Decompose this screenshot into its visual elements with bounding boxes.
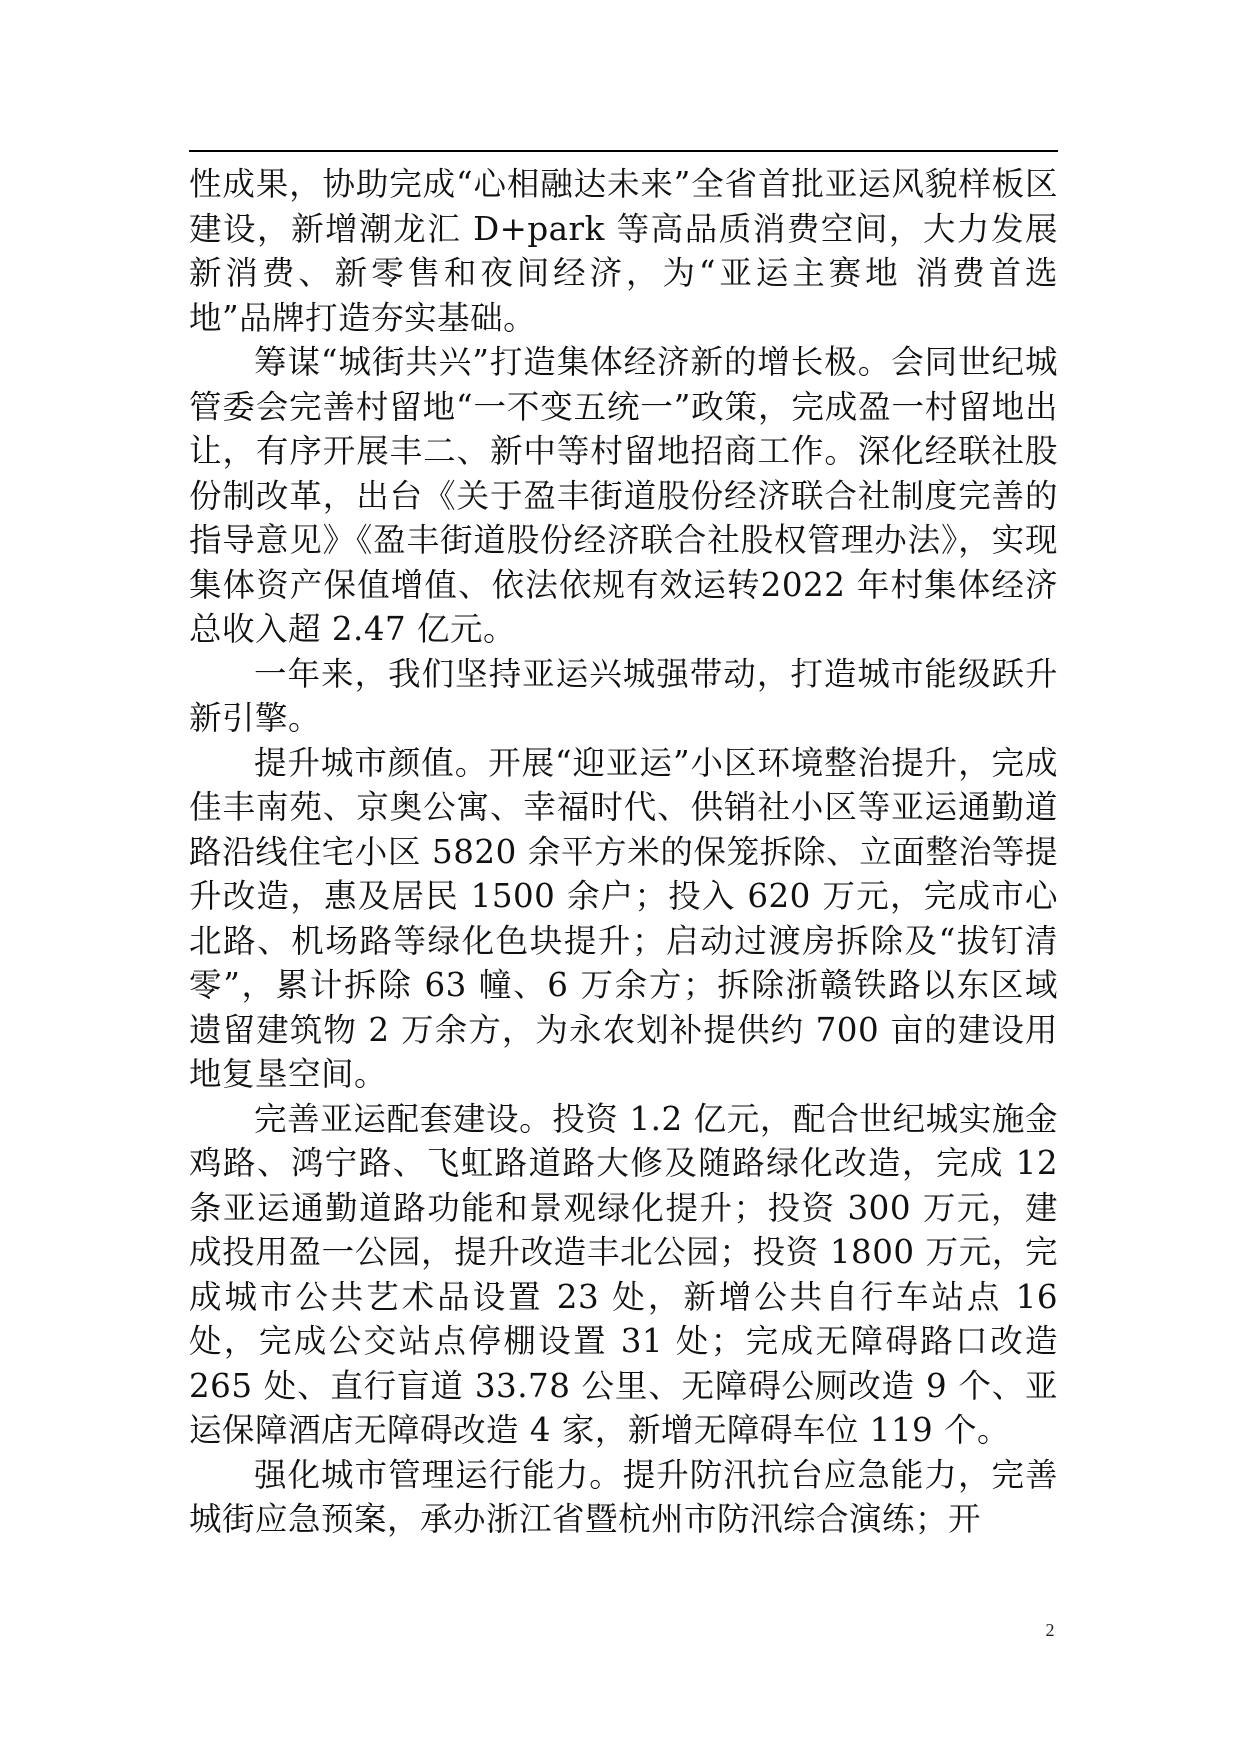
paragraph-4: 提升城市颜值。开展“迎亚运”小区环境整治提升，完成佳丰南苑、京奥公寓、幸福时代、供销社小区等亚运通勤道路沿线住宅小区 5820 余平方米的保笼拆除、立面整治等提升改造，惠及居民 1500 余户；投入 620 万元，完成市心北路、机场路等绿化色块提升；启动过渡房拆除及“拔钉清零”，累计拆除 63 幢、6 万余方；拆除浙赣铁路以东区域遗留建筑物 2 万余方，为永农划补提供约 700 亩的建设用地复垦空间。 <box>189 743 1058 1093</box>
paragraph-5: 完善亚运配套建设。投资 1.2 亿元，配合世纪城实施金鸡路、鸿宁路、飞虹路道路大修及随路绿化改造，完成 12 条亚运通勤道路功能和景观绿化提升；投资 300 万元，建成投用盈一公园，提升改造丰北公园；投资 1800 万元，完成城市公共艺术品设置 23 处，新增公共自行车站点 16 处，完成公交站点停棚设置 31 处；完成无障碍路口改造 265 处、直行盲道 33.78 公里、无障碍公厕改造 9 个、亚运保障酒店无障碍改造 4 家，新增无障碍车位 119 个。 <box>189 1099 1058 1449</box>
paragraph-2: 筹谋“城街共兴”打造集体经济新的增长极。会同世纪城管委会完善村留地“一不变五统一”政策，完成盈一村留地出让，有序开展丰二、新中等村留地招商工作。深化经联社股份制改革，出台《关于盈丰街道股份经济联合社制度完善的指导意见》《盈丰街道股份经济联合社股权管理办法》，实现集体资产保值增值、依法依规有效运转2022 年村集体经济总收入超 2.47 亿元。 <box>189 343 1058 648</box>
paragraph-1: 性成果，协助完成“心相融达未来”全省首批亚运风貌样板区建设，新增潮龙汇 D+park 等高品质消费空间，大力发展新消费、新零售和夜间经济，为“亚运主赛地 消费首选地”品牌打造夯实基础。 <box>189 165 1058 337</box>
paragraph-3: 一年来，我们坚持亚运兴城强带动，打造城市能级跃升新引擎。 <box>189 654 1058 737</box>
page-number: 2 <box>1045 1620 1055 1640</box>
header-rule <box>189 150 1058 152</box>
document-body <box>189 162 1058 1542</box>
paragraph-6: 强化城市管理运行能力。提升防汛抗台应急能力，完善城街应急预案，承办浙江省暨杭州市防汛综合演练；开 <box>189 1455 1058 1538</box>
